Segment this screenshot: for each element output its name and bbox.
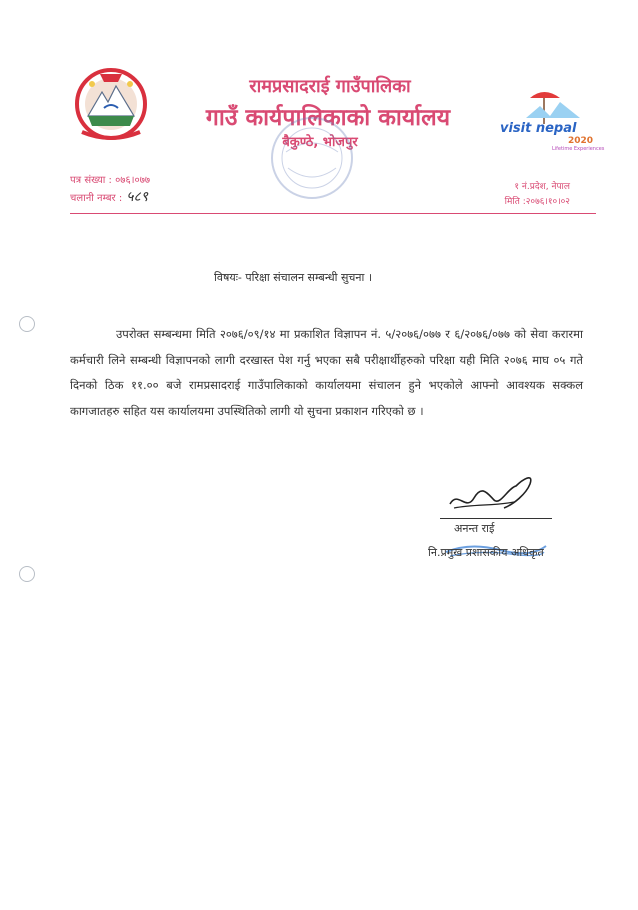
visit-nepal-2020-logo	[496, 88, 614, 152]
handwritten-signature	[444, 468, 540, 516]
chalani-number: ५८९	[126, 189, 149, 205]
nepal-emblem-logo	[70, 62, 152, 144]
chalani-label: चलानी नम्बर :	[70, 193, 123, 204]
patra-sankhya: पत्र संख्या : ०७६।०७७	[70, 175, 151, 186]
punch-hole-bottom	[19, 566, 35, 582]
punch-hole-top	[19, 316, 35, 332]
org-name-line1: रामप्रसादराई गाउँपालिका	[249, 76, 411, 97]
visit-logo-wordmark: visit nepal	[500, 121, 577, 136]
signature-line	[440, 518, 552, 519]
visit-logo-year: 2020	[568, 136, 594, 146]
chalani-row	[70, 189, 150, 207]
header-divider	[70, 213, 596, 214]
signer-title: नि.प्रमुख प्रशासकीय अधिकृत	[428, 546, 544, 559]
letter-date-block	[478, 180, 570, 210]
visit-logo-tagline: Lifetime Experiences	[552, 146, 605, 152]
letter-body-text: उपरोक्त सम्बन्धमा मिति २०७६/०९/१४ मा प्रकाशित विज्ञापन नं. ५/२०७६/०७७ र ६/२०७६/०७७ को सेवा करारमा कर्मचारी लिने सम्बन्धी विज्ञापनको लागी दरखास्त पेश गर्नु भएका सबै परीक्षार्थीहरुको परिक्षा यही मिति २०७६ माघ ०५ गते दिनको ठिक ११.०० बजे रामप्रसादराई गाउँपालिकाको कार्यालयमा संचालन हुने भएकोले आफ्नो आवश्यक सक्कल कागजातहरु सहित यस कार्यालयमा उपस्थितिको लागी यो सुचना प्रकाशन गरिएको छ ।	[70, 327, 583, 418]
org-name-line2: गाउँ कार्यपालिकाको कार्यालय	[205, 105, 451, 131]
letter-subject: विषयः- परिक्षा संचालन सम्बन्धी सुचना ।	[214, 271, 373, 284]
letter-date: मिति :२०७६।१०।०२	[504, 197, 570, 207]
letter-reference	[70, 172, 150, 207]
letter-body	[70, 322, 583, 424]
org-address: बैकुण्ठे, भोजपुर	[282, 135, 358, 150]
office-seal-stamp	[262, 112, 358, 204]
province: १ नं.प्रदेश, नेपाल	[514, 182, 570, 192]
signer-name: अनन्त राई	[454, 522, 495, 535]
